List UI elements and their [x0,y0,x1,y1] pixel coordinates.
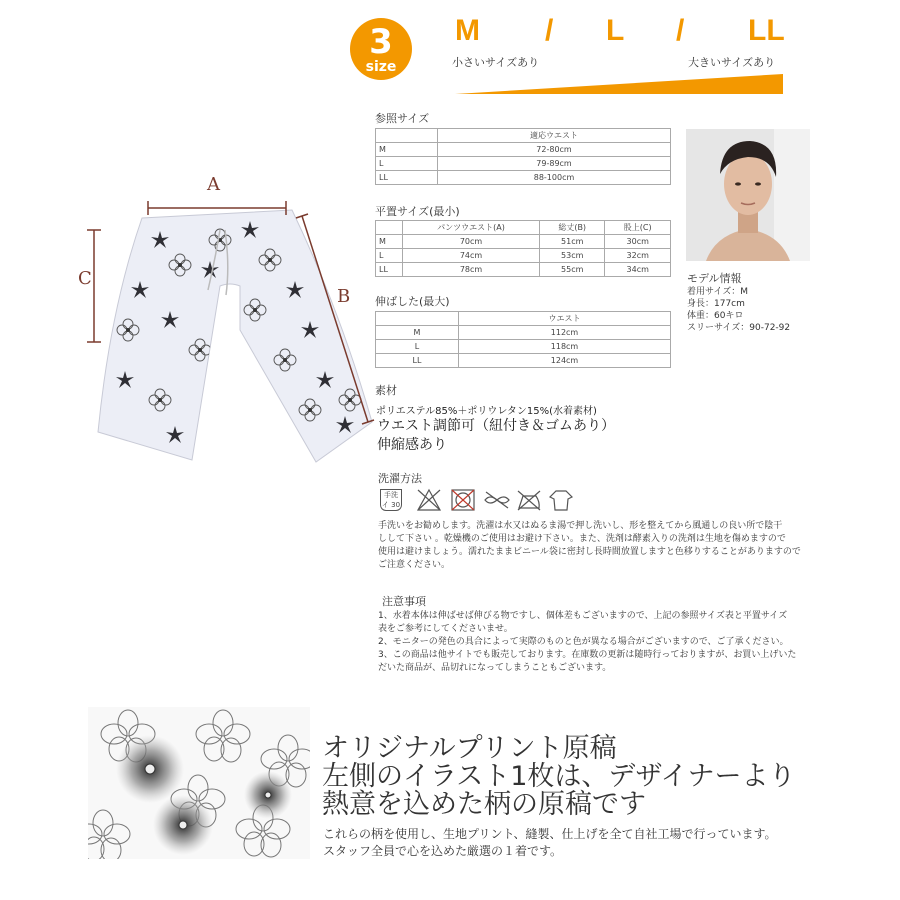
table-row: LL 124cm [376,354,671,368]
measure-label-a: A [207,174,220,195]
stretched-title: 伸ばした(最大) [375,295,450,308]
hand-wring-icon [482,488,512,512]
table-row: M 112cm [376,326,671,340]
original-title: オリジナルプリント原稿 左側のイラスト1枚は、デザイナーより 熱意を込めた柄の原稿です [322,733,796,820]
material-feature-1: ウエスト調節可（紐付き＆ゴムあり） [377,418,615,434]
table-row: L 79-89cm [376,157,671,171]
line-dry-icon [548,488,574,512]
small-size-note: 小さいサイズあり [452,56,540,69]
ref-size-header: 適応ウエスト [438,129,671,143]
material-feature-2: 伸縮感あり [377,437,447,453]
large-size-note: 大きいサイズあり [688,56,776,69]
size-ll: LL [748,14,785,47]
no-iron-icon [516,488,542,512]
table-row: LL 78cm 55cm 34cm [376,263,671,277]
washing-title: 洗濯方法 [378,472,422,485]
flat-size-title: 平置サイズ(最小) [375,205,460,218]
washing-text: 手洗いをお勧めします。洗濯は水又はぬるま湯で押し洗いし、形を整えてから風通しの良い所で陰干 しして下さい 。乾燥機のご使用はお避け下さい。また、洗剤は酵素入りの洗剤は生地を傷めますので 使用は避けましょう。濡れたままビニール袋に密封し長時間放置しますと色移りすることがありますので ご注意ください。 [378,521,801,570]
model-info-title: モデル情報 [687,272,742,285]
stretched-table [375,311,671,368]
model-portrait-icon [686,129,810,261]
material-composition: ポリエステル85%＋ポリウレタン15%(水着素材) [376,406,597,417]
size-count: 3 [369,22,393,62]
size-m: M [455,14,480,47]
size-separator-2: / [676,14,685,47]
table-row: M 72-80cm [376,143,671,157]
size-count-badge [350,18,412,80]
model-photo [686,129,810,261]
size-wedge-decoration [455,72,785,98]
notes-title: 注意事項 [382,595,426,608]
flat-size-table [375,220,671,277]
notes-text: 1、水着本体は伸ばせば伸びる物ですし、個体差もございますので、上記の参照サイズ表と平置サイズ 表をご参考にしてくださいませ。 2、モニターの発色の具合によって実際のものと色が異なる場合がございますので、ご了承ください。 3、この商品は他サイトでも販売しております。在庫数の更新は随時行っておりますが、お買い上げいた だいた商品が、品切れになってしまうこともございます。 [378,611,797,673]
measure-label-c: C [78,268,92,289]
shorts-body [98,210,372,462]
table-row: M 70cm 51cm 30cm [376,235,671,249]
size-l: L [606,14,625,47]
table-row [376,129,671,143]
table-row: パンツウエスト(A) 総丈(B) 股上(C) [376,221,671,235]
no-tumble-dry-icon [450,488,476,512]
hand-wash-icon: 手洗イ 30 [381,491,401,509]
size-separator-1: / [545,14,554,47]
care-icons [378,488,578,514]
table-row: L 74cm 53cm 32cm [376,249,671,263]
measure-label-b: B [337,286,351,307]
ref-size-title: 参照サイズ [375,112,430,125]
ref-size-table [375,128,671,185]
table-row: LL 88-100cm [376,171,671,185]
model-info: 着用サイズ：M 身長：177cm 体重：60キロ スリーサイズ：90-72-92 [687,287,791,333]
no-bleach-icon [416,488,442,512]
table-row: L 118cm [376,340,671,354]
table-row: ウエスト [376,312,671,326]
original-print-artwork [88,707,310,859]
shorts-diagram [80,170,380,480]
material-title: 素材 [375,384,397,397]
original-description: これらの柄を使用し、生地プリント、縫製、仕上げを全て自社工場で行っています。 スタッフ全員で心を込めた厳選の１着です。 [323,827,777,858]
size-count-label: size [365,59,397,75]
